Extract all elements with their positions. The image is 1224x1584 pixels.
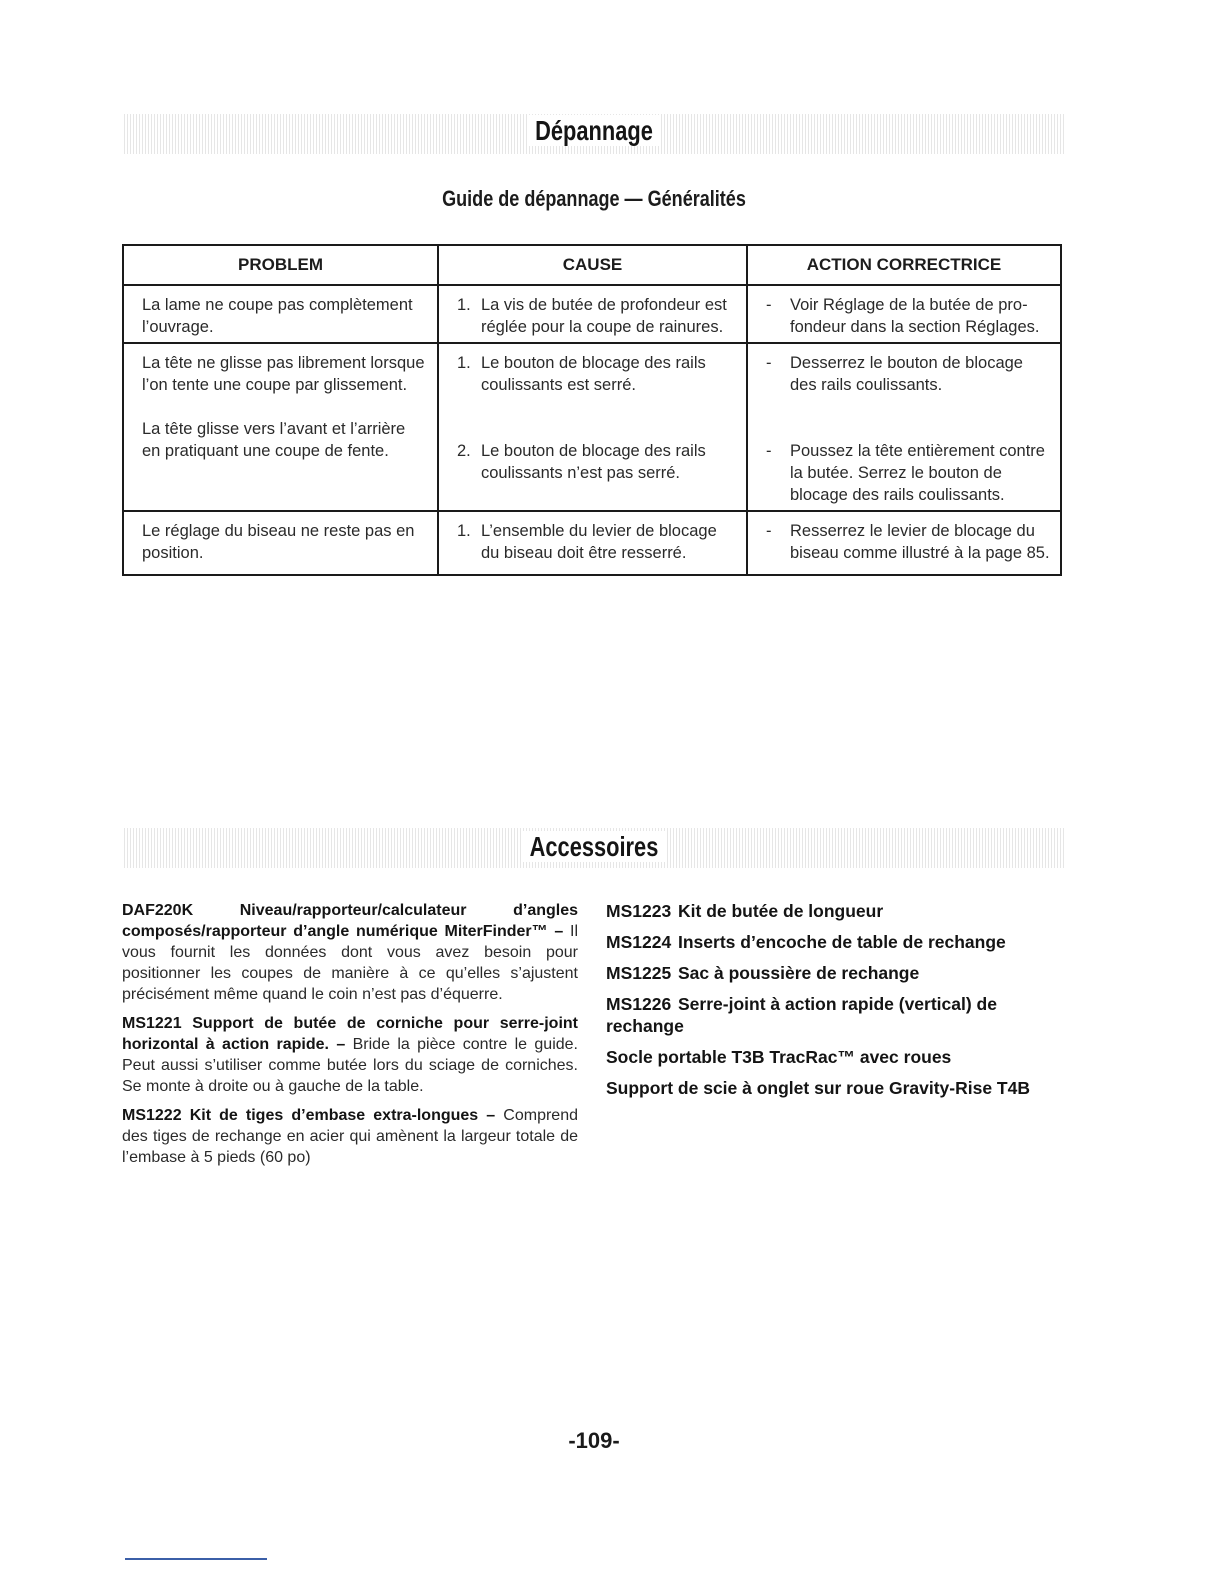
- cause-text: La vis de butée de profondeur est réglée pour la coupe de rainures.: [481, 296, 727, 336]
- accessory-line: [606, 931, 1076, 953]
- accessory-label: Sac à poussière de rechange: [678, 963, 920, 983]
- cause-text: L’ensemble du levier de blocage du biseau doit être resserré.: [481, 522, 717, 562]
- troubleshooting-subtitle: Guide de dépannage — Généralités: [442, 186, 746, 211]
- accessory-label: Kit de butée de longueur: [678, 901, 884, 921]
- header-problem: PROBLEM: [123, 245, 438, 285]
- cause-number: 1.: [457, 354, 471, 372]
- header-action: ACTION CORRECTRICE: [747, 245, 1061, 285]
- accessory-label: Support de scie à onglet sur roue Gravity-Rise T4B: [606, 1078, 1030, 1098]
- problem-text: La tête ne glisse pas librement lorsque l’on tente une coupe par glissement.: [142, 354, 425, 394]
- section-title-depannage: Dépannage: [131, 115, 1058, 147]
- accessory-title: MS1221 Support de butée de corniche pour serre-joint horizontal à action rapide. –: [122, 1015, 578, 1053]
- action-cell: [747, 343, 1061, 511]
- accessory-description: Bride la pièce contre le guide. Peut aussi s’utiliser comme butée lors du sciage de corniches. Se monte à droite ou à gauche de la table.: [122, 1036, 579, 1095]
- accessory-description: Il vous fournit les données dont vous avez besoin pour positionner les coupes de manière à ce qu’elles s’ajustent précisément même quand le coin n’est pas d’équerre.: [122, 923, 579, 1003]
- accessory-title: MS1222 Kit de tiges d’embase extra-longues –: [122, 1107, 496, 1124]
- table-row: [123, 511, 1061, 575]
- cause-cell: [438, 343, 747, 511]
- problem-cell: [123, 343, 438, 511]
- accessory-label: Serre-joint à action rapide (vertical) de rechange: [606, 994, 997, 1036]
- action-text: Poussez la tête entièrement contre la butée. Serrez le bouton de blocage des rails coulissants.: [790, 442, 1045, 504]
- accessory-code: MS1226: [606, 994, 672, 1014]
- problem-text: La tête glisse vers l’avant et l’arrière en pratiquant une coupe de fente.: [142, 420, 406, 460]
- accessory-line: [606, 900, 1076, 922]
- accessory-label: Inserts d’encoche de table de rechange: [678, 932, 1006, 952]
- action-text: Voir Réglage de la butée de pro- fondeur dans la section Réglages.: [790, 296, 1040, 336]
- problem-cell: [123, 511, 438, 575]
- action-dash: -: [766, 442, 772, 460]
- cause-text: Le bouton de blocage des rails coulissants n’est pas serré.: [481, 442, 706, 482]
- cause-number: 1.: [457, 296, 471, 314]
- accessory-code: MS1223: [606, 901, 672, 921]
- page-number: -109-: [568, 1428, 620, 1453]
- action-cell: [747, 285, 1061, 343]
- troubleshooting-table: [122, 244, 1062, 576]
- problem-text: La lame ne coupe pas complètement l’ouvrage.: [142, 296, 413, 336]
- problem-text: Le réglage du biseau ne reste pas en position.: [142, 522, 415, 562]
- action-dash: -: [766, 296, 772, 314]
- accessory-code: MS1224: [606, 932, 672, 952]
- accessory-item: [122, 1105, 578, 1168]
- accessory-item: [122, 900, 578, 1005]
- section-title-accessoires: Accessoires: [131, 831, 1058, 863]
- table-header-row: [123, 245, 1061, 285]
- action-text: Desserrez le bouton de blocage des rails coulissants.: [790, 354, 1023, 394]
- accessory-item: [122, 1013, 578, 1097]
- cause-cell: [438, 511, 747, 575]
- action-cell: [747, 511, 1061, 575]
- table-row: [123, 343, 1061, 511]
- cause-cell: [438, 285, 747, 343]
- accessory-line: [606, 1077, 1076, 1099]
- accessories-left-column: [122, 900, 578, 1176]
- problem-cell: [123, 285, 438, 343]
- cause-number: 1.: [457, 522, 471, 540]
- accessory-line: [606, 1046, 1076, 1068]
- accessory-title: DAF220K Niveau/rapporteur/calculateur d’angles composés/rapporteur d’angle numérique MiterFinder™ –: [122, 902, 578, 940]
- accessory-code: MS1225: [606, 963, 672, 983]
- accessory-description: Comprend des tiges de rechange en acier qui amènent la largeur totale de l’embase à 5 pieds (60 po): [122, 1107, 578, 1166]
- action-dash: -: [766, 354, 772, 372]
- header-cause: CAUSE: [438, 245, 747, 285]
- accessory-line: [606, 962, 1076, 984]
- accessories-right-column: [606, 900, 1076, 1108]
- cause-number: 2.: [457, 442, 471, 460]
- cause-text: Le bouton de blocage des rails coulissants est serré.: [481, 354, 706, 394]
- accessory-label: Socle portable T3B TracRac™ avec roues: [606, 1047, 952, 1067]
- footer-rule: [125, 1558, 267, 1560]
- accessory-line: [606, 993, 1076, 1037]
- table-row: [123, 285, 1061, 343]
- action-text: Resserrez le levier de blocage du biseau comme illustré à la page 85.: [790, 522, 1050, 562]
- action-dash: -: [766, 522, 772, 540]
